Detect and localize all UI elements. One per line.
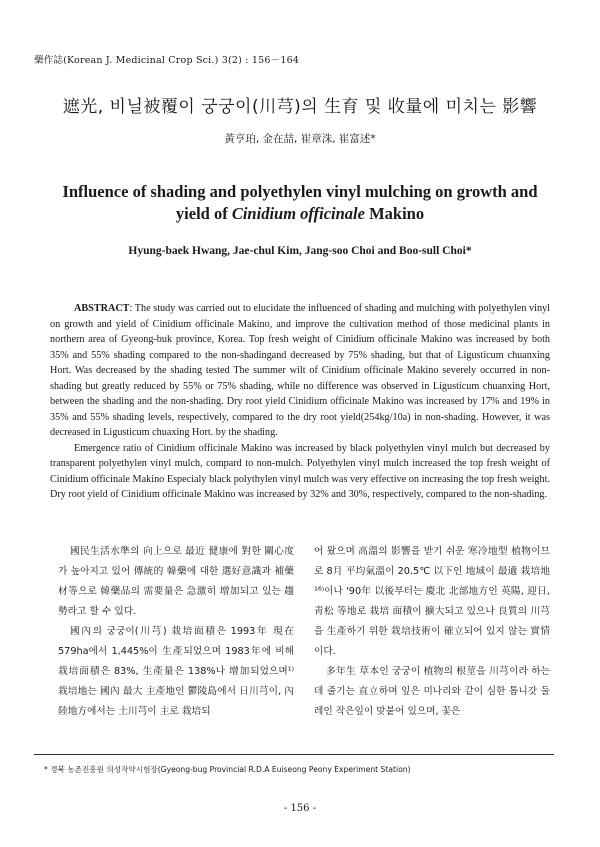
- english-title-species: Cinidium officinale: [231, 204, 365, 223]
- journal-citation: 藥作誌(Korean J. Medicinal Crop Sci.) 3(2) : 156－164: [34, 55, 300, 66]
- body-left-paragraph-1: 國民生活水準의 向上으로 最近 健康에 對한 關心度가 높아지고 있어 傳統的 韓藥에 대한 選好意識과 補藥材等으로 韓藥品의 需要量은 急激히 增加되고 있는 趨勢라고 할 수 있다.: [58, 546, 294, 617]
- english-authors: Hyung-baek Hwang, Jae-chul Kim, Jang-soo Choi and Boo-sull Choi*: [128, 245, 472, 257]
- english-title-line2-prefix: yield of: [175, 204, 232, 223]
- abstract-paragraph-2: Emergence ratio of Cinidium officinale Makino was increased by black polyethylen vinyl mulch but decreased by transparent polyethylen vinyl mulch, compard to non-mulch. Polyethylen vinyl mulch increased the top fresh weight of Cinidium officinale Makino Especialy black polythylen vinyl mulch was very effective on increasing the top fresh weight. Dry root yield of Cinidium officinale Makino was increased by 32% and 30%, respectively, compared to the non-shading.: [50, 442, 550, 500]
- abstract: [50, 301, 550, 503]
- footnote-divider: [34, 754, 554, 755]
- body-column-right: [314, 542, 550, 722]
- body-column-left: [58, 542, 294, 722]
- english-title: [50, 181, 550, 225]
- korean-title: 遮光, 비닐被覆이 궁궁이(川芎)의 生育 및 收量에 미치는 影響: [62, 97, 538, 117]
- korean-authors: 黃亨珀, 金在喆, 崔章洙, 崔富述*: [224, 133, 376, 145]
- abstract-label: ABSTRACT: [74, 303, 130, 314]
- page-number: - 156 -: [283, 803, 317, 814]
- body-right-paragraph-1: 어 왔으며 高溫의 影響을 받기 쉬운 寒冷地型 植物이므로 8月 平均氣溫이 20.5℃ 以下인 地域이 最適 栽培地¹⁶⁾이나 '90年 以後부터는 慶北 北部地方인 英陽, 迎日, 靑松 等地로 栽培 面積이 擴大되고 있으나 良質의 川芎을 生產하기 위한 栽培技術이 確立되어 있지 않는 實情이다.: [314, 546, 550, 657]
- abstract-paragraph-1: : The study was carried out to elucidate the influenced of shading and mulching with polyethylen vinyl on growth and yield of Cinidium officinale Makino, and improve the cultivation method of those medicinal plants in northern area of Gyeong-buk province, Korea. Top fresh weight of Cinidium officinale Makino was increased by both 35% and 55% shading compared to the non-shadingand decreased by 75% shading, but that of Ligusticum chuanxing Hort. Was decreased by the shading tested The summer wilt of Cinidium officinale Makino severely occurred in non-shading but greatly reduced by 55% or 75% shading, while no difference was observed in Ligusticum chuanxing Hort, between the shading and the non-shading. Dry root yield Cinidium officinale Makino was increased by 17% and 19% in 35% and 55% shading levels, respectively, compared to the dry root yield(254kg/10a) in non-shading. However, it was decreased in Ligusticum chuaxing Hort. by the shading.: [50, 303, 550, 438]
- body-left-paragraph-2: 國內의 궁궁이(川芎) 栽培面積은 1993年 現在 579ha에서 1,445%이 生產되었으며 1983年에 비해 栽培面積은 83%, 生產量은 138%나 增加되었으며¹⁾ 栽培地는 國內 最大 主產地인 鬱陵島에서 日川芎이, 內陸地方에서는 土川芎이 主로 栽培되: [58, 626, 294, 717]
- english-title-line1: Influence of shading and polyethylen vinyl mulching on growth and: [62, 182, 538, 201]
- body-right-paragraph-2: 多年生 草本인 궁궁이 植物의 根莖을 川芎이라 하는데 줄기는 直立하며 잎은 미나리와 같이 심한 톱니갓 둘레인 작은잎이 맞붙어 있으며, 꽃은: [314, 666, 550, 717]
- footnote: * 경북 농촌진흥원 의성작약시험장(Gyeong-bug Provincial R.D.A Euiseong Peony Experiment Station): [44, 765, 411, 774]
- english-title-line2-suffix: Makino: [364, 204, 425, 223]
